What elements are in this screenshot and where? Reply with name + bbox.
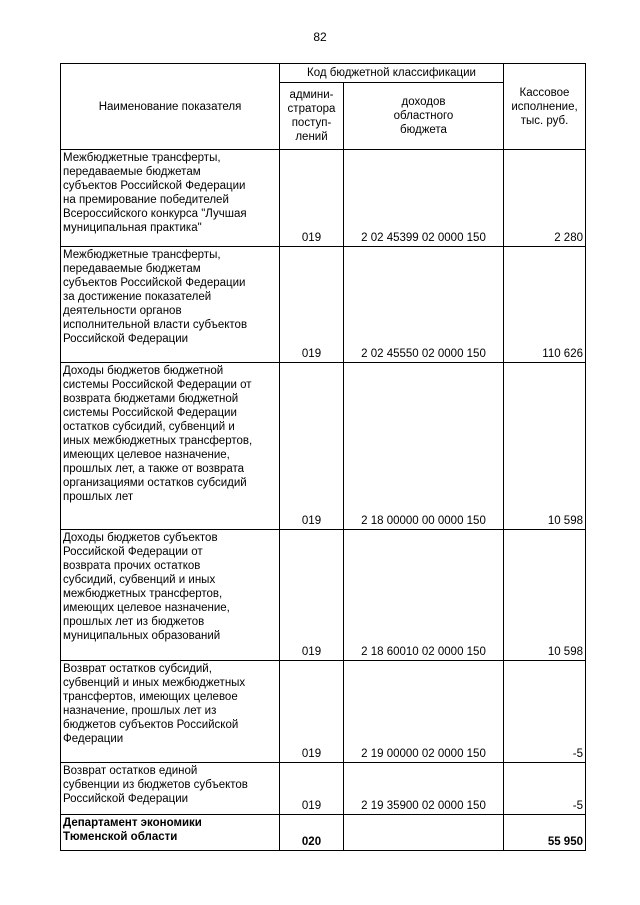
indicator-name-cell: Доходы бюджетов субъектов Российской Федерации от возврата прочих остатков субсидий, субвенций и иных межбюджетных трансфертов, имеющих целевое назначение, прошлых лет из бюджетов муниципальных образований	[61, 530, 280, 661]
page-number: 82	[313, 30, 327, 44]
table-row	[61, 150, 586, 247]
revenue-code-cell: 2 18 00000 00 0000 150	[344, 363, 504, 530]
table-header	[61, 64, 586, 150]
indicator-name-cell: Возврат остатков единой субвенции из бюджетов субъектов Российской Федерации	[61, 763, 280, 815]
table-row	[61, 661, 586, 763]
revenue-code-cell	[344, 815, 504, 851]
amount-cell: 10 598	[504, 363, 586, 530]
administrator-code-cell: 019	[280, 363, 344, 530]
revenue-code-cell: 2 02 45550 02 0000 150	[344, 247, 504, 363]
header-revenue-code: доходов областного бюджета	[344, 83, 504, 150]
amount-cell: 10 598	[504, 530, 586, 661]
header-indicator-name: Наименование показателя	[61, 64, 280, 150]
indicator-name-cell: Межбюджетные трансферты, передаваемые бюджетам субъектов Российской Федерации на премирование победителей Всероссийского конкурса "Лучшая муниципальная практика"	[61, 150, 280, 247]
amount-cell: 2 280	[504, 150, 586, 247]
indicator-name-cell: Возврат остатков субсидий, субвенций и иных межбюджетных трансфертов, имеющих целевое назначение, прошлых лет из бюджетов субъектов Российской Федерации	[61, 661, 280, 763]
revenue-code-cell: 2 02 45399 02 0000 150	[344, 150, 504, 247]
table-row	[61, 763, 586, 815]
administrator-code-cell: 020	[280, 815, 344, 851]
indicator-name-cell: Межбюджетные трансферты, передаваемые бюджетам субъектов Российской Федерации за достижение показателей деятельности органов исполнительной власти субъектов Российской Федерации	[61, 247, 280, 363]
administrator-code-cell: 019	[280, 661, 344, 763]
table-row	[61, 530, 586, 661]
revenue-code-cell: 2 19 00000 02 0000 150	[344, 661, 504, 763]
header-administrator: админи- стратора поступ- лений	[280, 83, 344, 150]
revenue-code-cell: 2 18 60010 02 0000 150	[344, 530, 504, 661]
amount-cell: -5	[504, 661, 586, 763]
header-cash-execution: Кассовое исполнение, тыс. руб.	[504, 64, 586, 150]
amount-cell: 110 626	[504, 247, 586, 363]
table-row	[61, 247, 586, 363]
amount-cell: -5	[504, 763, 586, 815]
revenue-code-cell: 2 19 35900 02 0000 150	[344, 763, 504, 815]
amount-cell: 55 950	[504, 815, 586, 851]
administrator-code-cell: 019	[280, 247, 344, 363]
administrator-code-cell: 019	[280, 763, 344, 815]
indicator-name-cell: Департамент экономики Тюменской области	[61, 815, 280, 851]
indicator-name-cell: Доходы бюджетов бюджетной системы Российской Федерации от возврата бюджетами бюджетной системы Российской Федерации остатков субсидий, субвенций и иных межбюджетных трансфертов, имеющих целевое назначение, прошлых лет, а также от возврата организациями остатков субсидий прошлых лет	[61, 363, 280, 530]
table-row	[61, 363, 586, 530]
table-row	[61, 815, 586, 851]
administrator-code-cell: 019	[280, 530, 344, 661]
administrator-code-cell: 019	[280, 150, 344, 247]
header-classification-code: Код бюджетной классификации	[280, 64, 504, 83]
table-body	[61, 150, 586, 851]
budget-table	[60, 63, 586, 851]
